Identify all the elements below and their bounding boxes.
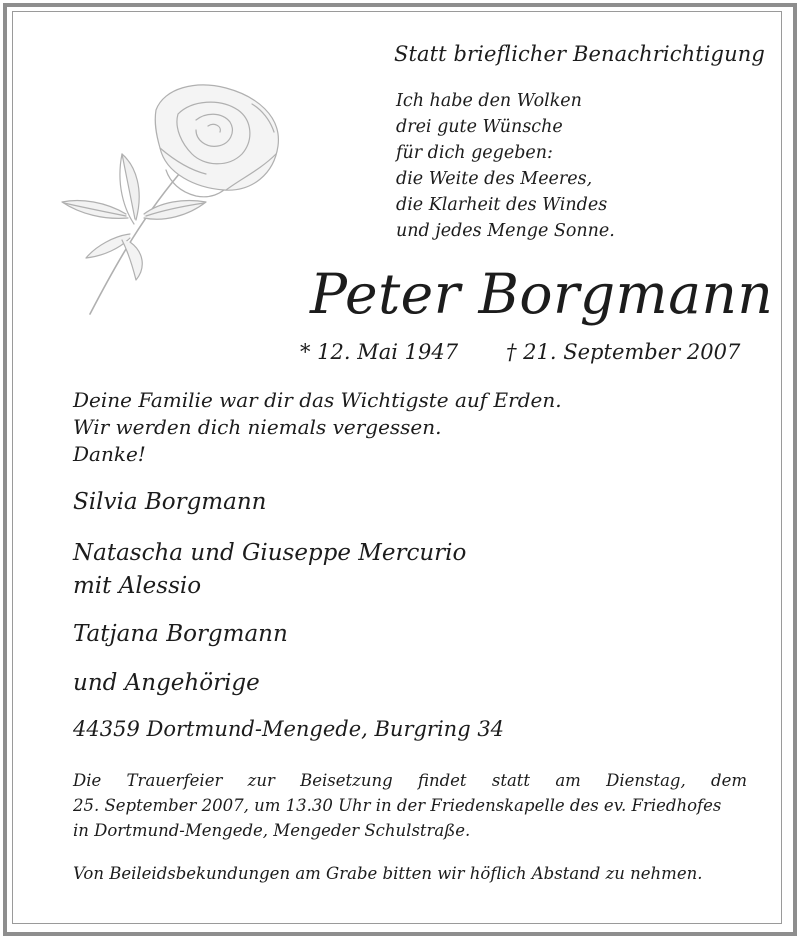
death-date: † 21. September 2007 xyxy=(506,340,741,364)
funeral-line: Die Trauerfeier zur Beisetzung findet statt am Dienstag, dem xyxy=(73,771,747,790)
message-line: Wir werden dich niemals vergessen. xyxy=(73,415,442,439)
family-address: 44359 Dortmund-Mengede, Burgring 34 xyxy=(73,717,505,741)
mourner-name: Natascha und Giuseppe Mercurio xyxy=(73,540,467,566)
message-line: Danke! xyxy=(73,442,146,466)
mourner-name: Tatjana Borgmann xyxy=(73,621,288,647)
poem-line: die Weite des Meeres, xyxy=(396,169,593,189)
mourner-name: Silvia Borgmann xyxy=(73,489,267,515)
notice-header: Statt brieflicher Benachrichtigung xyxy=(394,42,765,66)
mourner-name: und Angehörige xyxy=(73,670,260,696)
family-message xyxy=(73,387,562,468)
funeral-line: in Dortmund-Mengede, Mengeder Schulstraße. xyxy=(73,821,471,840)
mourner-name: mit Alessio xyxy=(73,573,202,599)
deceased-name: Peter Borgmann xyxy=(310,262,774,326)
funeral-info xyxy=(73,768,747,843)
condolence-note: Von Beileidsbekundungen am Grabe bitten wir höflich Abstand zu nehmen. xyxy=(73,864,703,883)
poem-line: drei gute Wünsche xyxy=(396,117,563,137)
poem-line: und jedes Menge Sonne. xyxy=(396,221,615,241)
poem xyxy=(396,88,615,244)
poem-line: die Klarheit des Windes xyxy=(396,195,608,215)
poem-line: für dich gegeben: xyxy=(396,143,553,163)
rose-illustration xyxy=(56,74,296,320)
funeral-line: 25. September 2007, um 13.30 Uhr in der Friedenskapelle des ev. Friedhofes xyxy=(73,796,722,815)
birth-date: * 12. Mai 1947 xyxy=(300,340,459,364)
poem-line: Ich habe den Wolken xyxy=(396,91,582,111)
message-line: Deine Familie war dir das Wichtigste auf Erden. xyxy=(73,388,562,412)
